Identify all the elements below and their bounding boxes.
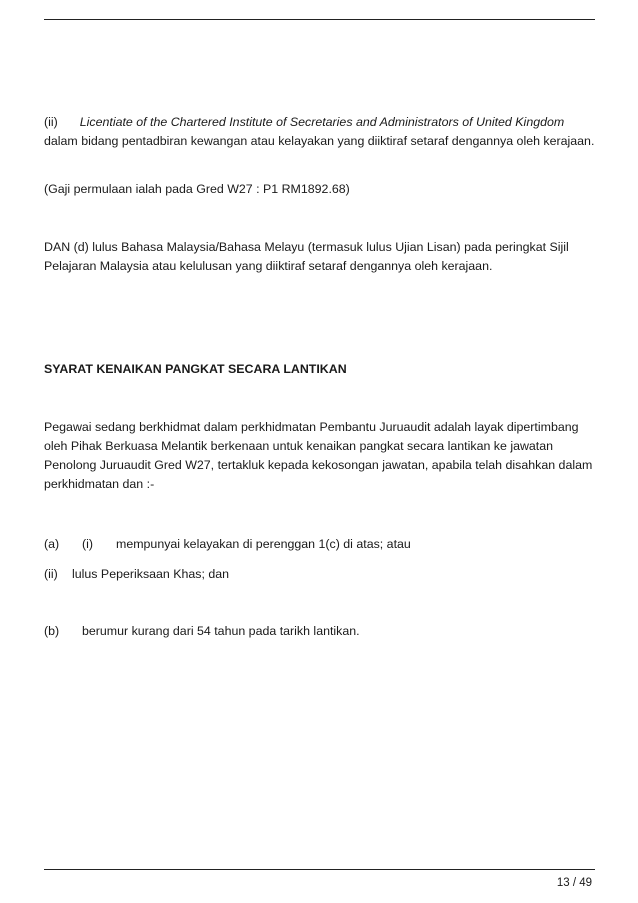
page-number: 13 / 49 xyxy=(556,877,592,889)
item-a-i-text: mempunyai kelayakan di perenggan 1(c) di atas; atau xyxy=(116,537,411,551)
item-a-marker: (a) xyxy=(44,537,60,551)
header-rule xyxy=(44,19,595,20)
item-a-ii-text: lulus Peperiksaan Khas; dan xyxy=(72,567,230,581)
qualification-ii-marker: (ii) xyxy=(44,115,58,129)
salary-note: (Gaji permulaan ialah pada Gred W27 : P1 RM1892.68) xyxy=(44,182,350,196)
section-heading: SYARAT KENAIKAN PANGKAT SECARA LANTIKAN xyxy=(44,362,347,376)
item-a-ii-marker: (ii) xyxy=(44,567,58,581)
footer-rule xyxy=(44,869,595,870)
qualification-ii-italic-word: Kingdom xyxy=(515,115,565,129)
item-b-marker: (b) xyxy=(44,624,60,638)
item-b-text: berumur kurang dari 54 tahun pada tarikh lantikan. xyxy=(82,624,360,638)
qualification-ii-rest: dalam bidang pentadbiran kewangan atau kelayakan yang diiktiraf setaraf dengannya oleh kerajaan. xyxy=(44,134,595,148)
qualification-ii-italic-lead: Licentiate of the Chartered Institute of Secretaries and Administrators of United xyxy=(79,115,512,129)
item-a-i-marker: (i) xyxy=(82,537,94,551)
language-requirement: DAN (d) lulus Bahasa Malaysia/Bahasa Melayu (termasuk lulus Ujian Lisan) pada peringkat Sijil Pelajaran Malaysia atau kelulusan yang diiktiraf setaraf dengannya oleh kerajaan. xyxy=(44,240,569,273)
intro-paragraph: Pegawai sedang berkhidmat dalam perkhidmatan Pembantu Juruaudit adalah layak dipertimbang oleh Pihak Berkuasa Melantik berkenaan untuk kenaikan pangkat secara lantikan ke jawatan Penolong Juruaudit Gred W27, tertakluk kepada kekosongan jawatan, apabila telah disahkan dalam perkhidmatan dan :- xyxy=(44,420,593,491)
qualification-ii-paragraph xyxy=(44,113,596,151)
